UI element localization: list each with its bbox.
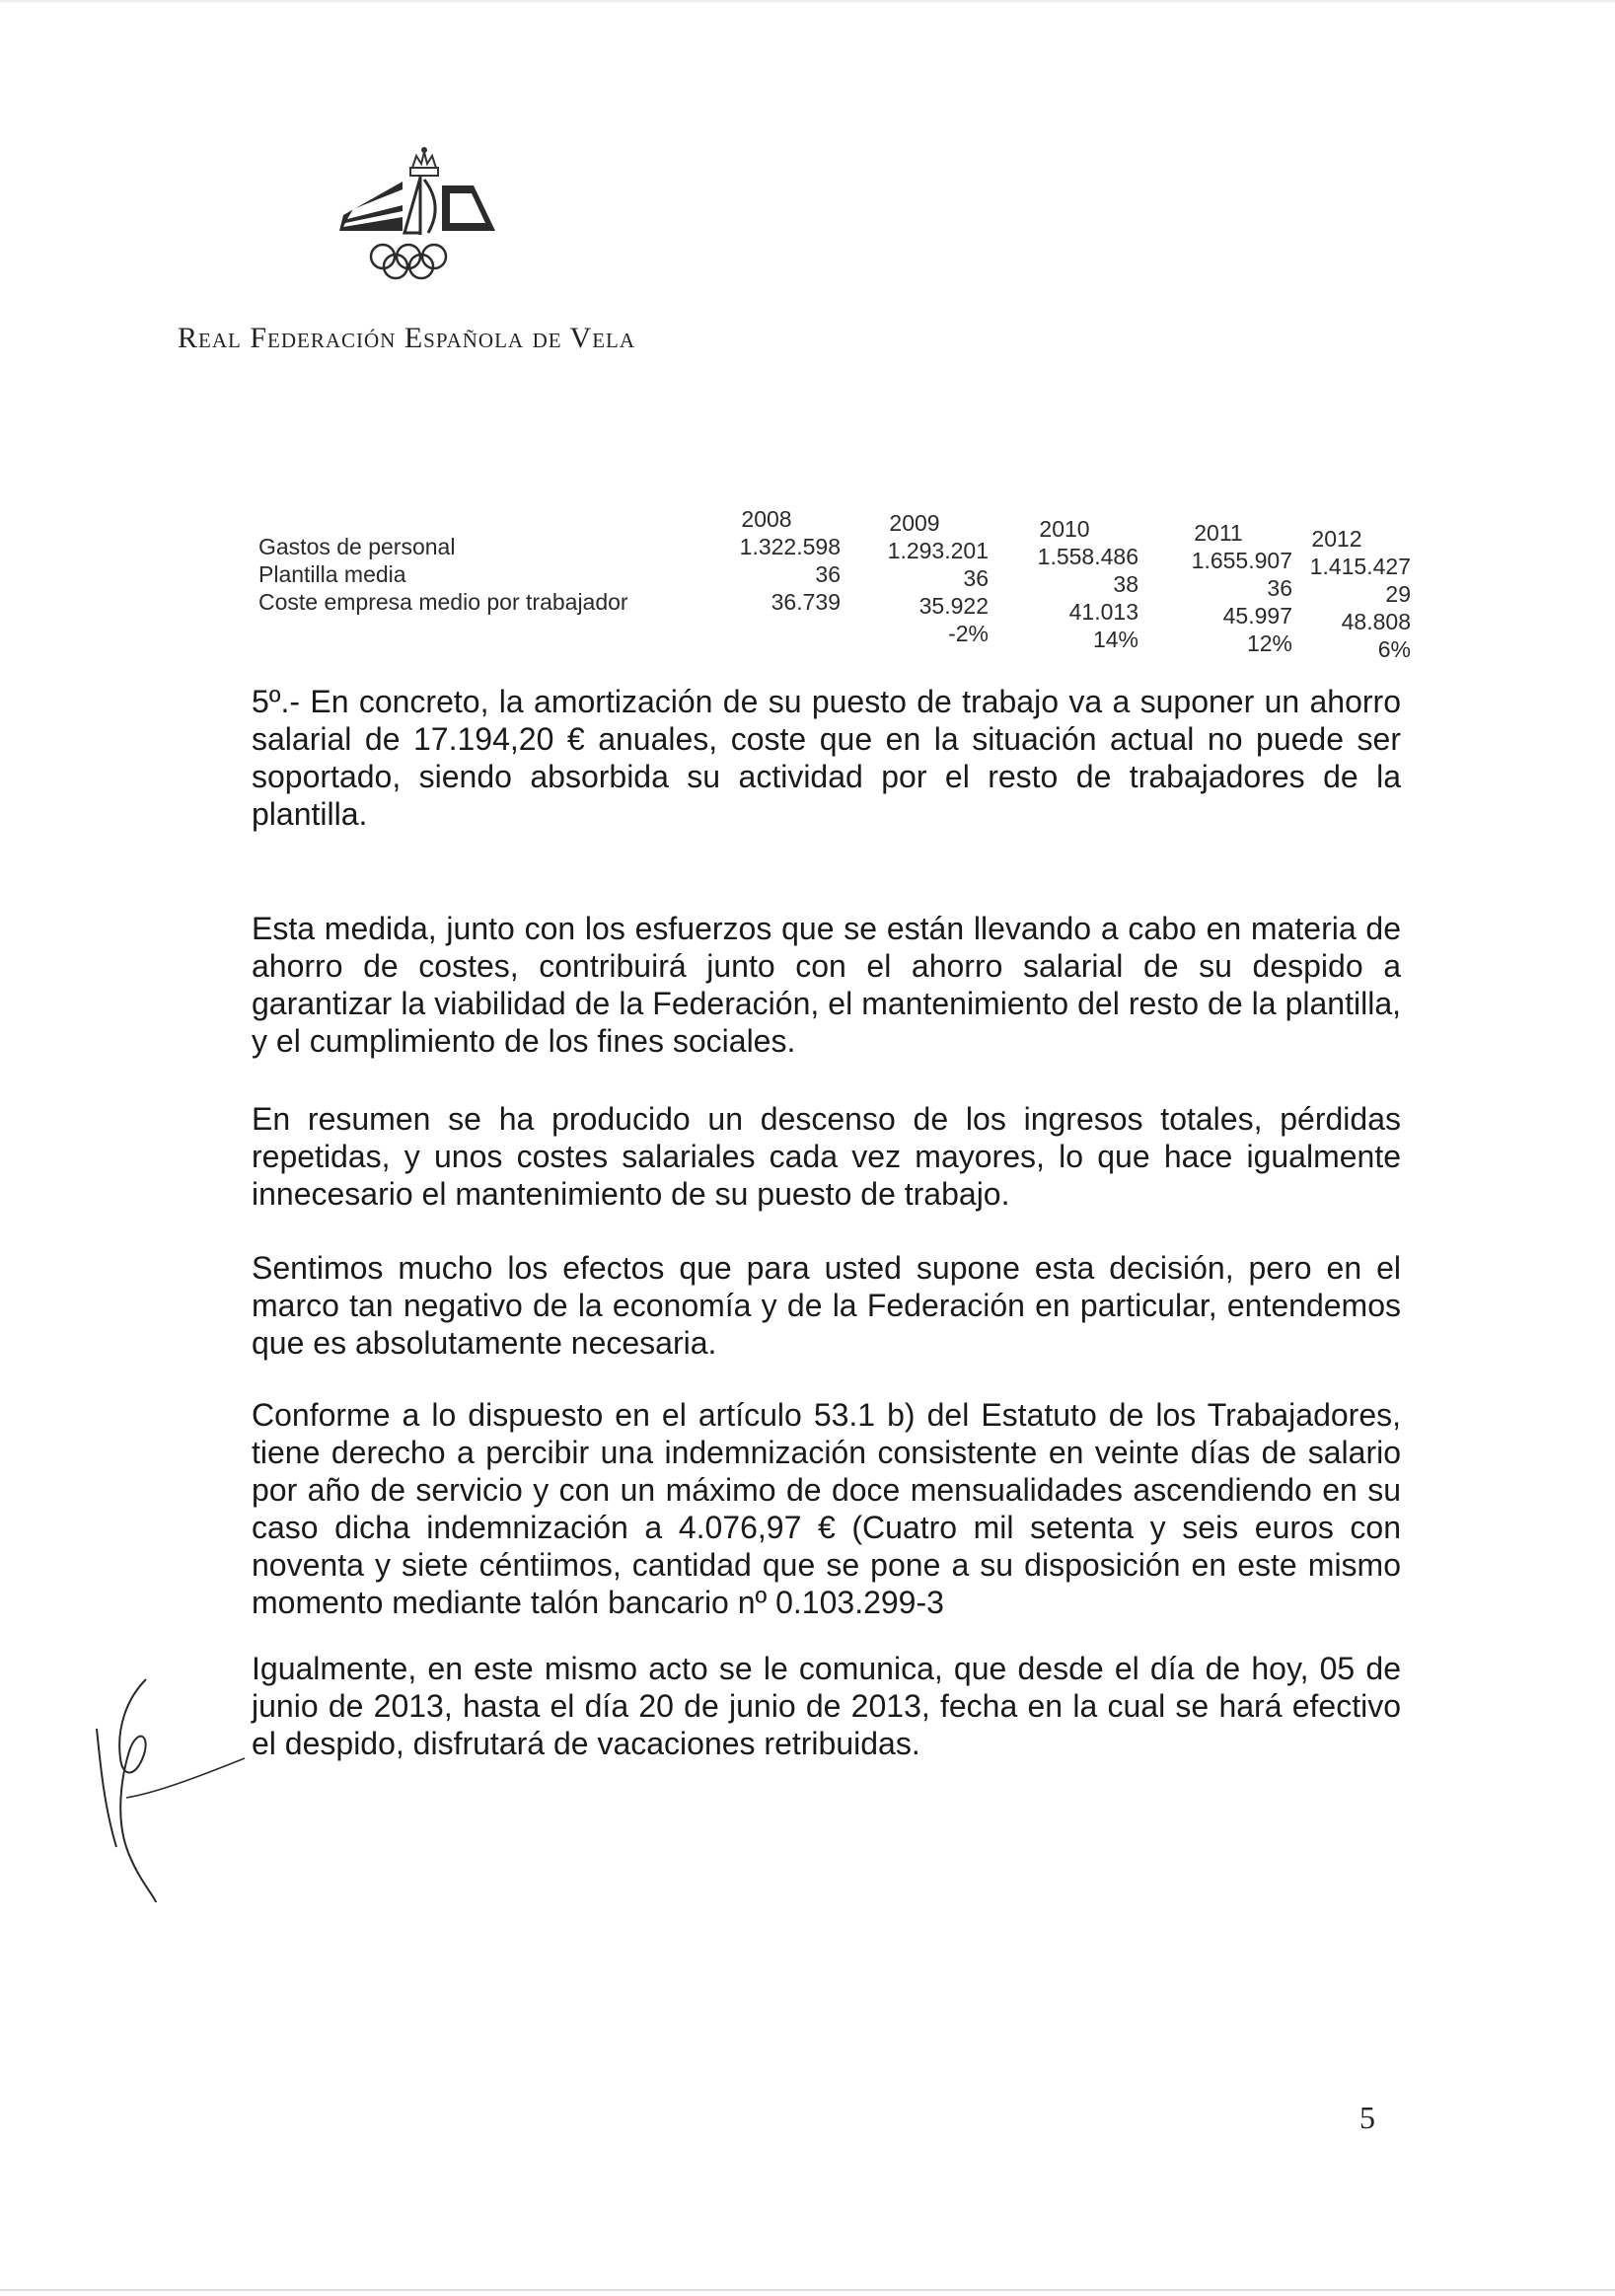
table-row-label: Coste empresa medio por trabajador — [258, 589, 628, 615]
table-cell: 1.415.427 — [1309, 554, 1411, 579]
table-column-2008 — [693, 505, 841, 643]
crown-icon — [410, 148, 438, 176]
table-cell: 29 — [1385, 581, 1411, 607]
paragraph-regret: Sentimos mucho los efectos que para usted supone esta decisión, pero en el marco tan negativo de la economía y de la Federación en particular, entendemos que es absolutamente necesaria. — [252, 1250, 1401, 1361]
scan-edge-top — [0, 0, 1615, 2]
table-cell: 1.293.201 — [887, 538, 989, 563]
table-row-label: Gastos de personal — [258, 534, 456, 559]
paragraph-measure: Esta medida, junto con los esfuerzos que se están llevando a cabo en materia de ahorro de costes, contribuirá junto con el ahorro salarial de su despido a garantizar la viabilidad de la Federación, el mantenimiento del resto de la plantilla, y el cumplimiento de los fines sociales. — [252, 911, 1401, 1059]
paragraph-amortization: 5º.- En concreto, la amortización de su puesto de trabajo va a suponer un ahorro salarial de 17.194,20 € anuales, coste que en la situación actual no puede ser soportado, siendo absorbida su actividad por el resto de trabajadores de la plantilla. — [252, 684, 1401, 832]
table-column-2012 — [1263, 525, 1411, 663]
table-cell: 1.558.486 — [1037, 544, 1138, 569]
table-cell: 48.808 — [1341, 609, 1411, 634]
sail-icon — [404, 176, 435, 235]
table-row-label — [258, 616, 683, 643]
flag-icon — [339, 182, 403, 231]
scan-edge-bottom — [0, 2289, 1615, 2291]
table-row-label: Plantilla media — [258, 561, 406, 587]
table-cell: 36 — [1267, 575, 1292, 601]
paragraph-summary: En resumen se ha producido un descenso de los ingresos totales, pérdidas repetidas, y unos costes salariales cada vez mayores, lo que hace igualmente innecesario el mantenimiento de su puesto de trabajo. — [252, 1101, 1401, 1212]
table-column-2010 — [991, 515, 1138, 653]
table-cell: 41.013 — [1068, 599, 1138, 625]
table-year: 2012 — [1311, 526, 1362, 552]
table-cell: 12% — [1246, 630, 1292, 656]
table-cell: 36 — [815, 561, 841, 587]
federation-logo — [326, 146, 523, 304]
handwritten-signature — [87, 1669, 264, 1906]
table-cell: 1.655.907 — [1191, 548, 1292, 573]
table-year: 2011 — [1194, 520, 1243, 546]
table-cell: 14% — [1092, 627, 1138, 652]
table-cell: 38 — [1113, 571, 1138, 597]
paragraph-indemnity: Conforme a lo dispuesto en el artículo 53.1 b) del Estatuto de los Trabajadores, tiene derecho a percibir una indemnización consistente en veinte días de salario por año de servicio y con un máximo de doce mensualidades ascendiendo en su caso dicha indemnización a 4.076,97 € (Cuatro mil setenta y seis euros con noventa y siete céntiimos, cantidad que se pone a su disposición en este mismo momento mediante talón bancario nº 0.103.299-3 — [252, 1397, 1401, 1620]
organization-name: Real Federación Española de Vela — [178, 322, 636, 354]
table-year: 2008 — [741, 506, 792, 532]
table-year: 2010 — [1039, 516, 1090, 542]
olympic-rings-icon — [371, 245, 446, 278]
table-cell: 36.739 — [771, 589, 841, 615]
table-column-2009 — [841, 509, 989, 647]
paragraph-vacation: Igualmente, en este mismo acto se le comunica, que desde el día de hoy, 05 de junio de 2013, hasta el día 20 de junio de 2013, fecha en la cual se hará efectivo el despido, disfrutará de vacaciones retribuidas. — [252, 1651, 1401, 1761]
table-cell: 6% — [1377, 636, 1411, 662]
table-cell: -2% — [948, 621, 989, 646]
table-cell: 36 — [963, 565, 989, 591]
table-year: 2009 — [889, 510, 940, 536]
table-cell — [693, 616, 841, 643]
table-cell: 35.922 — [918, 593, 989, 619]
table-row-labels — [258, 533, 683, 643]
table-cell: 45.997 — [1222, 603, 1292, 629]
page-number: 5 — [1359, 2100, 1375, 2135]
table-cell: 1.322.598 — [739, 534, 841, 559]
